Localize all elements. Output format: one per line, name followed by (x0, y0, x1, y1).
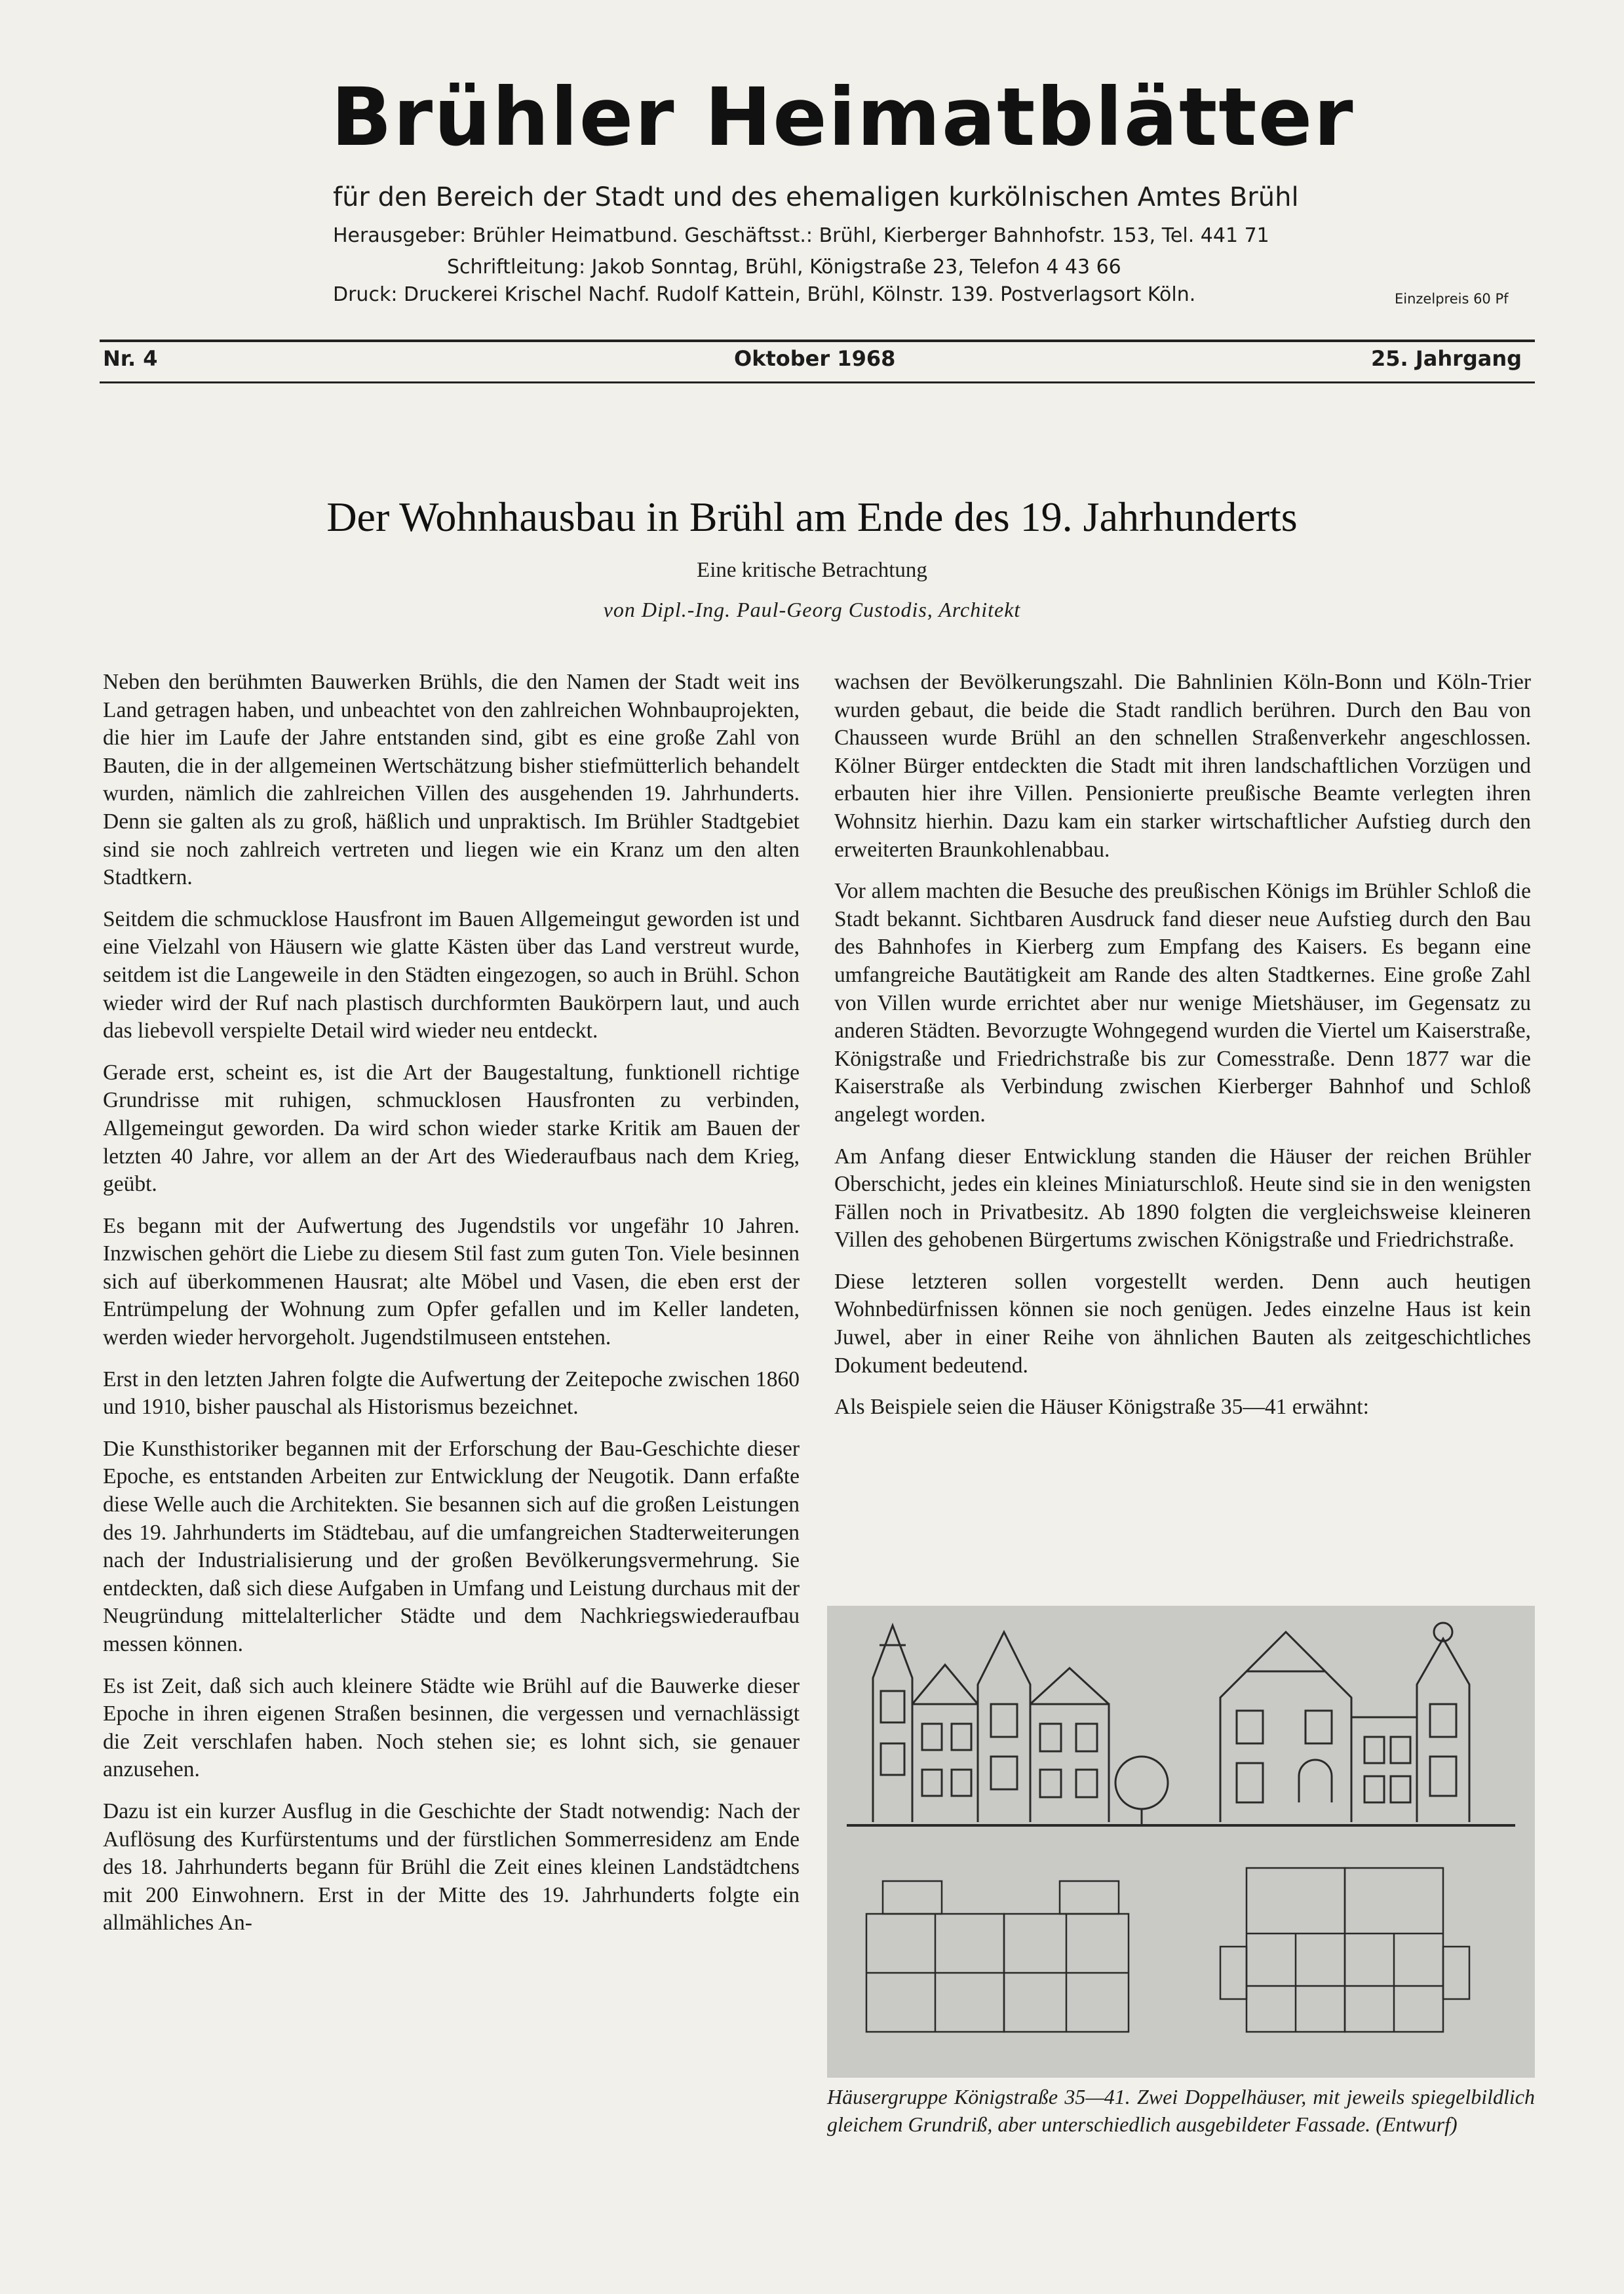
issue-number: Nr. 4 (103, 346, 158, 371)
paragraph: Am Anfang dieser Entwicklung standen die Häuser der reichen Brühler Oberschicht, jedes ein kleines Miniaturschloß. Heute sind sie in den wenigsten Fällen noch in Privatbesitz. Ab 1890 folgten die vergleichsweise kleineren Villen des gehobenen Bürgertums zwischen Königstraße und Friedrichstraße. (834, 1144, 1531, 1253)
single-price: Einzelpreis 60 Pf (1395, 291, 1509, 307)
issue-date: Oktober 1968 (734, 346, 896, 371)
paragraph: Erst in den letzten Jahren folgte die Aufwertung der Zeitepoche zwischen 1860 und 1910, bisher pauschal als Historismus bezeichnet. (103, 1367, 800, 1420)
issue-volume: 25. Jahrgang (1371, 346, 1522, 371)
header-rule-top (100, 340, 1535, 342)
article-byline: von Dipl.-Ing. Paul-Georg Custodis, Architekt (603, 598, 1021, 621)
article-column-left (103, 669, 800, 1951)
masthead-editor: Schriftleitung: Jakob Sonntag, Brühl, Königstraße 23, Telefon 4 43 66 (447, 256, 1121, 279)
paragraph: Als Beispiele seien die Häuser Königstraße 35—41 erwähnt: (834, 1395, 1369, 1420)
paragraph: Neben den berühmten Bauwerken Brühls, die den Namen der Stadt weit ins Land getragen haben, und unbeachtet von den zahlreichen Wohnbauprojekten, die hier im Laufe der Jahre entstanden sind, gibt es eine große Zahl von Bauten, die in der allgemeinen Wertschätzung bisher stiefmütterlich behandelt wurden, nämlich die zahlreichen Villen des ausgehenden 19. Jahrhunderts. Denn sie galten als zu groß, häßlich und unpraktisch. Im Brühler Stadtgebiet sind sie noch zahlreich vertreten und liegen wie ein Kranz um den alten Stadtkern. (103, 670, 800, 890)
masthead-subtitle: für den Bereich der Stadt und des ehemaligen kurkölnischen Amtes Brühl (333, 182, 1299, 212)
article-column-right (834, 669, 1531, 1435)
paragraph: Es ist Zeit, daß sich auch kleinere Städte wie Brühl auf die Bauwerke dieser Epoche in ihren eigenen Straßen besinnen, die vergessen und vernachlässigt die Zeit verschlafen haben. Noch stehen sie; es lohnt sich, sie genauer anzusehen. (103, 1673, 800, 1782)
paragraph: Gerade erst, scheint es, ist die Art der Baugestaltung, funktionell richtige Grundrisse mit ruhigen, schmucklosen Hausfronten zu verbinden, Allgemeingut geworden. Da wird schon wieder starke Kritik am Bauen der letzten 40 Jahre, vor allem an der Art des Wiederaufbaus nach dem Krieg, geübt. (103, 1060, 800, 1197)
article-title: Der Wohnhausbau in Brühl am Ende des 19. Jahrhunderts (326, 494, 1298, 540)
paragraph: Dazu ist ein kurzer Ausflug in die Geschichte der Stadt notwendig: Nach der Auflösung des Kurfürstentums und der fürstlichen Sommerresidenz am Ende des 18. Jahrhunderts begann für Brühl die Zeit eines kleinen Landstädtchens mit 200 Einwohnern. Erst in der Mitte des 19. Jahrhunderts folgte ein allmähliches An- (103, 1798, 800, 1935)
architectural-drawing-figure (827, 1606, 1535, 2078)
paragraph: Seitdem die schmucklose Hausfront im Bauen Allgemeingut geworden ist und eine Vielzahl von Häusern wie glatte Kästen über das Land verstreut wurde, seitdem ist die Langeweile in den Städten eingezogen, so auch in Brühl. Schon wieder wird der Ruf nach plastisch durchformten Baukörpern laut, und auch das liebevoll verspielte Detail wird wieder neu entdeckt. (103, 906, 800, 1043)
figure-caption: Häusergruppe Königstraße 35—41. Zwei Doppelhäuser, mit jeweils spiegelbildlich gleichem Grundriß, aber unterschiedlich ausgebildeter Fassade. (Entwurf) (827, 2085, 1535, 2136)
paragraph: Diese letzteren sollen vorgestellt werden. Denn auch heutigen Wohnbedürfnissen können sie noch genügen. Jedes einzelne Haus ist kein Juwel, aber in einer Reihe von ähnlichen Bauten als zeitgeschichtliches Dokument bedeutend. (834, 1269, 1531, 1378)
masthead-title: Brühler Heimatblätter (331, 71, 1355, 164)
paragraph: Die Kunsthistoriker begannen mit der Erforschung der Bau-Geschichte dieser Epoche, es entstanden Arbeiten zur Entwicklung der Neugotik. Dann erfaßte diese Welle auch die Architekten. Sie besannen sich auf die großen Leistungen des 19. Jahrhunderts im Städtebau, auf die umfangreichen Stadterweiterungen nach der Industrialisierung und der großen Bevölkerungsvermehrung. Sie entdeckten, daß sich diese Aufgaben in Umfang und Leistung durchaus mit der Neugründung mittelalterlicher Städte und dem Nachkriegswiederaufbau messen können. (103, 1436, 800, 1656)
paragraph: Vor allem machten die Besuche des preußischen Königs im Brühler Schloß die Stadt bekannt. Sichtbaren Ausdruck fand dieser neue Aufstieg durch den Bau des Bahnhofes in Kierberg zum Empfang des Kaisers. Es begann eine umfangreiche Bautätigkeit am Rande des alten Stadtkernes. Eine große Zahl von Villen wurde errichtet aber nur wenige Mietshäuser, im Gegensatz zu anderen Städten. Bevorzugte Wohngegend wurden die Viertel um Kaiserstraße, Königstraße und Friedrichstraße bis zur Comesstraße. Denn 1877 war die Kaiserstraße als Verbindung zwischen Kierberger Bahnhof und Schloß angelegt worden. (834, 879, 1531, 1127)
header-rule-bottom (100, 381, 1535, 383)
article-subtitle: Eine kritische Betrachtung (697, 558, 927, 582)
paragraph: wachsen der Bevölkerungszahl. Die Bahnlinien Köln-Bonn und Köln-Trier wurden gebaut, die beide die Stadt randlich berühren. Durch den Bau von Chausseen wurde Brühl an den schnellen Straßenverkehr angeschlossen. Kölner Bürger entdeckten die Stadt mit ihren landschaftlichen Vorzügen und erbauten hier ihre Villen. Pensionierte preußische Beamte verlegten ihren Wohnsitz hierhin. Dazu kam ein starker wirtschaftlicher Aufstieg durch den erweiterten Braunkohlenabbau. (834, 670, 1531, 862)
masthead-publisher: Herausgeber: Brühler Heimatbund. Geschäftsst.: Brühl, Kierberger Bahnhofstr. 153, Tel. 441 71 (333, 224, 1269, 247)
paragraph: Es begann mit der Aufwertung des Jugendstils vor ungefähr 10 Jahren. Inzwischen gehört die Liebe zu diesem Stil fast zum guten Ton. Viele besinnen sich auf überkommenen Hausrat; alte Möbel und Vasen, die eben erst der Entrümpelung der Wohnung zum Opfer gefallen und im Keller landeten, werden wieder hervorgeholt. Jugendstilmuseen entstehen. (103, 1213, 800, 1350)
masthead-printer: Druck: Druckerei Krischel Nachf. Rudolf Kattein, Brühl, Kölnstr. 139. Postverlagsort Köln. (333, 283, 1196, 306)
